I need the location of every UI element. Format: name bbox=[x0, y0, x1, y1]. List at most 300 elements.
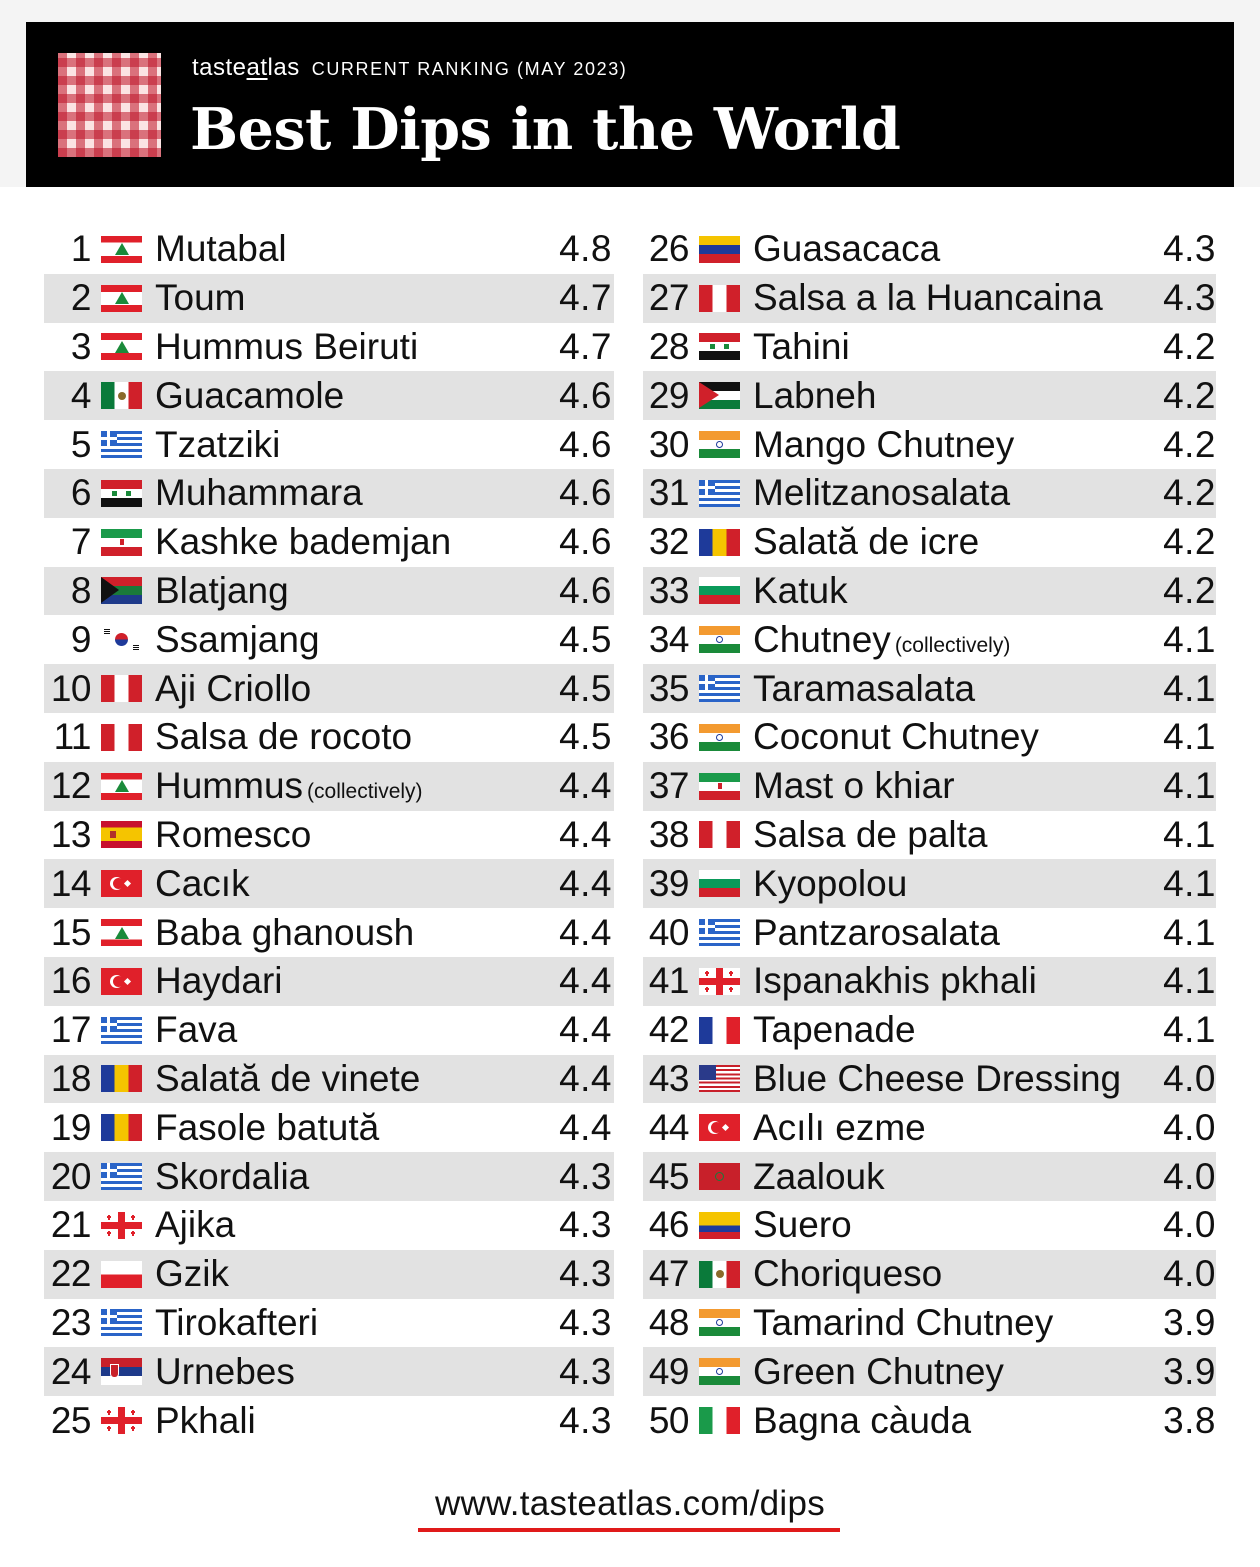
ranking-row[interactable] bbox=[44, 615, 614, 664]
ranking-row[interactable] bbox=[44, 1201, 614, 1250]
dish-name[interactable]: Salsa de rocoto bbox=[155, 716, 413, 758]
rating-score: 4.4 bbox=[559, 960, 612, 1002]
dish-name-cell bbox=[155, 619, 614, 661]
rating-score: 4.3 bbox=[559, 1155, 612, 1197]
rating-score: 4.3 bbox=[559, 1350, 612, 1392]
dish-name-cell bbox=[155, 1351, 614, 1393]
dish-name[interactable]: Fasole batută bbox=[155, 1106, 380, 1148]
tablecloth-logo bbox=[58, 53, 161, 157]
dish-name[interactable]: Kyopolou bbox=[753, 862, 908, 904]
rank-number: 12 bbox=[50, 765, 91, 807]
dish-name[interactable]: Urnebes bbox=[155, 1350, 295, 1392]
lebanon-flag bbox=[101, 919, 142, 946]
rating-score: 4.7 bbox=[559, 325, 612, 367]
dish-name[interactable]: Green Chutney bbox=[753, 1350, 1004, 1392]
dish-name-cell bbox=[155, 1204, 614, 1246]
dish-name[interactable]: Pantzarosalata bbox=[753, 911, 1000, 953]
greece-flag bbox=[699, 919, 740, 946]
dish-name[interactable]: Mango Chutney bbox=[753, 423, 1015, 465]
ranking-subtitle: CURRENT RANKING (MAY 2023) bbox=[311, 59, 628, 79]
rating-score: 4.3 bbox=[1163, 277, 1216, 319]
dish-name[interactable]: Blue Cheese Dressing bbox=[753, 1057, 1122, 1099]
south-africa-flag bbox=[101, 577, 142, 604]
dish-name[interactable]: Haydari bbox=[155, 960, 283, 1002]
rating-score: 4.3 bbox=[559, 1253, 612, 1295]
dish-name-cell bbox=[753, 765, 1216, 807]
jordan-flag bbox=[699, 382, 740, 409]
rating-score: 4.4 bbox=[559, 813, 612, 855]
ranking-row[interactable] bbox=[44, 323, 614, 372]
georgia-flag bbox=[101, 1212, 142, 1239]
dish-name-cell bbox=[753, 326, 1216, 368]
ranking-row[interactable] bbox=[44, 567, 614, 616]
greece-flag bbox=[101, 431, 142, 458]
rank-number: 14 bbox=[50, 862, 91, 904]
rank-number: 33 bbox=[648, 569, 689, 611]
dish-name[interactable]: Tapenade bbox=[753, 1009, 916, 1051]
ranking-row[interactable] bbox=[643, 518, 1216, 567]
dish-name-cell bbox=[753, 716, 1216, 758]
dish-name[interactable]: Tamarind Chutney bbox=[753, 1301, 1054, 1343]
dish-name-cell bbox=[155, 1107, 614, 1149]
dish-name-cell bbox=[155, 570, 614, 612]
rating-score: 4.2 bbox=[1163, 325, 1216, 367]
rank-number: 34 bbox=[648, 618, 689, 660]
ranking-row[interactable] bbox=[643, 713, 1216, 762]
tasteatlas-logo[interactable]: tasteatlas bbox=[192, 54, 300, 81]
dish-name-cell bbox=[753, 1204, 1216, 1246]
ranking-row[interactable] bbox=[643, 1201, 1216, 1250]
rank-number: 4 bbox=[70, 374, 91, 416]
dish-name-cell bbox=[155, 277, 614, 319]
peru-flag bbox=[699, 821, 740, 848]
rating-score: 4.1 bbox=[1163, 911, 1216, 953]
venezuela-flag bbox=[699, 236, 740, 263]
dish-name-cell bbox=[155, 375, 614, 417]
brand-line bbox=[192, 54, 627, 84]
rank-number: 18 bbox=[50, 1057, 91, 1099]
dish-name-cell bbox=[753, 228, 1216, 270]
dish-note: (collectively) bbox=[307, 780, 423, 804]
rating-score: 4.1 bbox=[1163, 667, 1216, 709]
rank-number: 10 bbox=[50, 667, 91, 709]
greece-flag bbox=[699, 480, 740, 507]
ranking-row[interactable] bbox=[643, 1396, 1216, 1445]
dish-name-cell bbox=[753, 1302, 1216, 1344]
ranking-row[interactable] bbox=[643, 1299, 1216, 1348]
dish-name-cell bbox=[155, 1302, 614, 1344]
dish-name[interactable]: Acılı ezme bbox=[753, 1106, 926, 1148]
rank-number: 13 bbox=[50, 813, 91, 855]
rank-number: 38 bbox=[648, 813, 689, 855]
ranking-row[interactable] bbox=[643, 323, 1216, 372]
rating-score: 4.1 bbox=[1163, 862, 1216, 904]
rank-number: 11 bbox=[53, 716, 91, 758]
ranking-row[interactable] bbox=[643, 1006, 1216, 1055]
ranking-row[interactable] bbox=[44, 811, 614, 860]
morocco-flag bbox=[699, 1163, 740, 1190]
dish-name[interactable]: Choriqueso bbox=[753, 1253, 943, 1295]
dish-name-cell bbox=[155, 521, 614, 563]
romania-flag bbox=[699, 529, 740, 556]
dish-name[interactable]: Salsa de palta bbox=[753, 813, 988, 855]
dish-name[interactable]: Guasacaca bbox=[753, 228, 941, 270]
dish-name-cell bbox=[753, 814, 1216, 856]
rating-score: 4.4 bbox=[559, 1057, 612, 1099]
ranking-row[interactable] bbox=[44, 859, 614, 908]
india-flag bbox=[699, 1309, 740, 1336]
rating-score: 4.0 bbox=[1163, 1057, 1216, 1099]
dish-name[interactable]: Tzatziki bbox=[155, 423, 281, 465]
dish-name[interactable]: Melitzanosalata bbox=[753, 472, 1011, 514]
dish-name[interactable]: Tirokafteri bbox=[155, 1301, 319, 1343]
rank-number: 41 bbox=[648, 960, 689, 1002]
dish-name-cell bbox=[155, 1009, 614, 1051]
ranking-row[interactable] bbox=[44, 420, 614, 469]
rating-score: 4.0 bbox=[1163, 1253, 1216, 1295]
ranking-row[interactable] bbox=[643, 469, 1216, 518]
rank-number: 5 bbox=[70, 423, 91, 465]
dish-name[interactable]: Mutabal bbox=[155, 228, 287, 270]
rating-score: 4.3 bbox=[559, 1399, 612, 1441]
rating-score: 4.0 bbox=[1163, 1155, 1216, 1197]
ranking-row[interactable] bbox=[44, 1103, 614, 1152]
dish-name[interactable]: Gzik bbox=[155, 1253, 229, 1295]
rating-score: 4.5 bbox=[559, 716, 612, 758]
ranking-row[interactable] bbox=[643, 274, 1216, 323]
dish-name-cell bbox=[155, 765, 614, 807]
dish-name-cell bbox=[753, 1253, 1216, 1295]
ranking-row[interactable] bbox=[44, 274, 614, 323]
rating-score: 4.1 bbox=[1163, 813, 1216, 855]
rating-score: 4.4 bbox=[559, 1106, 612, 1148]
lebanon-flag bbox=[101, 236, 142, 263]
rating-score: 4.4 bbox=[559, 1009, 612, 1051]
dish-name[interactable]: Cacık bbox=[155, 862, 250, 904]
rank-number: 39 bbox=[648, 862, 689, 904]
ranking-row[interactable] bbox=[44, 713, 614, 762]
rank-number: 17 bbox=[50, 1009, 91, 1051]
ranking-row[interactable] bbox=[44, 1006, 614, 1055]
dish-name[interactable]: Salsa a la Huancaina bbox=[753, 277, 1103, 319]
ranking-row[interactable] bbox=[44, 1055, 614, 1104]
ranking-row[interactable] bbox=[643, 1152, 1216, 1201]
rank-number: 36 bbox=[648, 716, 689, 758]
dish-name-cell bbox=[753, 521, 1216, 563]
ranking-row[interactable] bbox=[44, 469, 614, 518]
greece-flag bbox=[101, 1309, 142, 1336]
ranking-row[interactable] bbox=[643, 1103, 1216, 1152]
dish-name-cell bbox=[753, 1400, 1216, 1442]
peru-flag bbox=[101, 675, 142, 702]
peru-flag bbox=[699, 285, 740, 312]
georgia-flag bbox=[101, 1407, 142, 1434]
bulgaria-flag bbox=[699, 870, 740, 897]
ranking-row[interactable] bbox=[44, 908, 614, 957]
dish-name-cell bbox=[155, 912, 614, 954]
dish-name-cell bbox=[753, 912, 1216, 954]
iran-flag bbox=[101, 529, 142, 556]
south-korea-flag bbox=[101, 626, 142, 653]
ranking-row[interactable] bbox=[643, 615, 1216, 664]
dish-name-cell bbox=[753, 619, 1216, 661]
india-flag bbox=[699, 1358, 740, 1385]
rating-score: 4.6 bbox=[559, 569, 612, 611]
header-banner bbox=[26, 22, 1234, 187]
dish-name-cell bbox=[155, 326, 614, 368]
rating-score: 4.1 bbox=[1163, 765, 1216, 807]
turkey-flag bbox=[101, 870, 142, 897]
india-flag bbox=[699, 431, 740, 458]
peru-flag bbox=[101, 724, 142, 751]
dish-name-cell bbox=[753, 472, 1216, 514]
dish-name-cell bbox=[155, 1400, 614, 1442]
rank-number: 35 bbox=[648, 667, 689, 709]
dish-name-cell bbox=[753, 668, 1216, 710]
rating-score: 3.9 bbox=[1163, 1301, 1216, 1343]
dish-name[interactable]: Blatjang bbox=[155, 569, 289, 611]
dish-name-cell bbox=[155, 1156, 614, 1198]
ranking-row[interactable] bbox=[44, 1299, 614, 1348]
dish-name-cell bbox=[753, 1058, 1216, 1100]
rank-number: 48 bbox=[648, 1301, 689, 1343]
dish-name-cell bbox=[155, 424, 614, 466]
rank-number: 29 bbox=[648, 374, 689, 416]
ranking-row[interactable] bbox=[44, 1152, 614, 1201]
rating-score: 3.8 bbox=[1163, 1399, 1216, 1441]
rank-number: 19 bbox=[50, 1106, 91, 1148]
rank-number: 28 bbox=[648, 325, 689, 367]
ranking-row[interactable] bbox=[643, 664, 1216, 713]
rank-number: 15 bbox=[50, 911, 91, 953]
ranking-row[interactable] bbox=[643, 1347, 1216, 1396]
rank-number: 27 bbox=[648, 277, 689, 319]
turkey-flag bbox=[101, 968, 142, 995]
dish-name-cell bbox=[753, 960, 1216, 1002]
rating-score: 4.2 bbox=[1163, 521, 1216, 563]
rating-score: 4.2 bbox=[1163, 423, 1216, 465]
lebanon-flag bbox=[101, 285, 142, 312]
dish-name-cell bbox=[155, 960, 614, 1002]
ranking-row[interactable] bbox=[643, 1055, 1216, 1104]
ranking-row[interactable] bbox=[44, 1396, 614, 1445]
dish-name[interactable]: Pkhali bbox=[155, 1399, 256, 1441]
dish-name[interactable]: Katuk bbox=[753, 569, 848, 611]
dish-name-cell bbox=[753, 277, 1216, 319]
rating-score: 4.1 bbox=[1163, 716, 1216, 758]
india-flag bbox=[699, 626, 740, 653]
dish-name-cell bbox=[155, 1253, 614, 1295]
rating-score: 4.6 bbox=[559, 374, 612, 416]
ranking-row[interactable] bbox=[44, 664, 614, 713]
rank-number: 40 bbox=[648, 911, 689, 953]
dish-name[interactable]: Fava bbox=[155, 1009, 238, 1051]
rank-number: 50 bbox=[648, 1399, 689, 1441]
rating-score: 4.2 bbox=[1163, 569, 1216, 611]
dish-name[interactable]: Muhammara bbox=[155, 472, 363, 514]
rank-number: 37 bbox=[648, 765, 689, 807]
dish-name-cell bbox=[753, 1009, 1216, 1051]
rank-number: 47 bbox=[648, 1253, 689, 1295]
mexico-flag bbox=[699, 1261, 740, 1288]
rank-number: 45 bbox=[648, 1155, 689, 1197]
dish-name-cell bbox=[753, 375, 1216, 417]
ranking-row[interactable] bbox=[44, 762, 614, 811]
ranking-row[interactable] bbox=[643, 859, 1216, 908]
rank-number: 32 bbox=[648, 521, 689, 563]
rating-score: 4.1 bbox=[1163, 960, 1216, 1002]
footer-url-link[interactable]: www.tasteatlas.com/dips bbox=[434, 1484, 826, 1523]
dish-name[interactable]: Salată de vinete bbox=[155, 1057, 421, 1099]
ranking-row[interactable] bbox=[643, 811, 1216, 860]
rank-number: 21 bbox=[50, 1204, 91, 1246]
dish-name[interactable]: Suero bbox=[753, 1204, 852, 1246]
dish-note: (collectively) bbox=[894, 633, 1011, 657]
dish-name[interactable]: Romesco bbox=[155, 813, 312, 855]
ranking-row[interactable] bbox=[643, 908, 1216, 957]
dish-name[interactable]: Zaalouk bbox=[753, 1155, 885, 1197]
rank-number: 8 bbox=[70, 569, 91, 611]
dish-name[interactable]: Labneh bbox=[753, 374, 877, 416]
footer-underline bbox=[418, 1528, 840, 1532]
page-title: Best Dips in the World bbox=[190, 96, 901, 163]
dish-name-cell bbox=[155, 814, 614, 856]
dish-name[interactable]: Bagna càuda bbox=[753, 1399, 972, 1441]
rating-score: 4.8 bbox=[559, 228, 612, 270]
rating-score: 4.2 bbox=[1163, 472, 1216, 514]
rating-score: 4.4 bbox=[559, 765, 612, 807]
rating-score: 4.5 bbox=[559, 667, 612, 709]
dish-name-cell bbox=[753, 1156, 1216, 1198]
ranking-column-right bbox=[643, 225, 1216, 1445]
rank-number: 46 bbox=[648, 1204, 689, 1246]
rating-score: 4.1 bbox=[1163, 1009, 1216, 1051]
greece-flag bbox=[101, 1017, 142, 1044]
ranking-row[interactable] bbox=[44, 957, 614, 1006]
rank-number: 42 bbox=[648, 1009, 689, 1051]
dish-name[interactable]: Skordalia bbox=[155, 1155, 310, 1197]
rank-number: 9 bbox=[70, 618, 91, 660]
rank-number: 6 bbox=[70, 472, 91, 514]
ranking-row[interactable] bbox=[643, 1250, 1216, 1299]
ranking-row[interactable] bbox=[44, 1347, 614, 1396]
dish-name[interactable]: Aji Criollo bbox=[155, 667, 312, 709]
rating-score: 4.1 bbox=[1163, 618, 1216, 660]
ranking-row[interactable] bbox=[643, 420, 1216, 469]
rank-number: 16 bbox=[50, 960, 91, 1002]
rating-score: 4.7 bbox=[559, 277, 612, 319]
rating-score: 4.6 bbox=[559, 521, 612, 563]
rank-number: 7 bbox=[70, 521, 91, 563]
greece-flag bbox=[101, 1163, 142, 1190]
ranking-row[interactable] bbox=[643, 567, 1216, 616]
dish-name[interactable]: Chutney bbox=[753, 618, 891, 660]
rating-score: 4.0 bbox=[1163, 1204, 1216, 1246]
ranking-row[interactable] bbox=[44, 518, 614, 567]
dish-name-cell bbox=[753, 1107, 1216, 1149]
dish-name[interactable]: Kashke bademjan bbox=[155, 521, 452, 563]
dish-name[interactable]: Tahini bbox=[753, 325, 850, 367]
dish-name-cell bbox=[753, 863, 1216, 905]
dish-name[interactable]: Ssamjang bbox=[155, 618, 320, 660]
lebanon-flag bbox=[101, 773, 142, 800]
rank-number: 44 bbox=[648, 1106, 689, 1148]
rank-number: 20 bbox=[50, 1155, 91, 1197]
rank-number: 43 bbox=[648, 1057, 689, 1099]
usa-flag bbox=[699, 1065, 740, 1092]
poland-flag bbox=[101, 1261, 142, 1288]
ranking-row[interactable] bbox=[643, 762, 1216, 811]
rating-score: 4.0 bbox=[1163, 1106, 1216, 1148]
rank-number: 30 bbox=[648, 423, 689, 465]
iran-flag bbox=[699, 773, 740, 800]
dish-name[interactable]: Coconut Chutney bbox=[753, 716, 1039, 758]
dish-name[interactable]: Ajika bbox=[155, 1204, 236, 1246]
rank-number: 22 bbox=[50, 1253, 91, 1295]
rank-number: 23 bbox=[50, 1301, 91, 1343]
dish-name[interactable]: Toum bbox=[155, 277, 246, 319]
syria-flag bbox=[101, 480, 142, 507]
dish-name[interactable]: Taramasalata bbox=[753, 667, 976, 709]
rating-score: 4.6 bbox=[559, 423, 612, 465]
dish-name[interactable]: Ispanakhis pkhali bbox=[753, 960, 1037, 1002]
turkey-flag bbox=[699, 1114, 740, 1141]
bulgaria-flag bbox=[699, 577, 740, 604]
dish-name-cell bbox=[155, 863, 614, 905]
georgia-flag bbox=[699, 968, 740, 995]
ranking-row[interactable] bbox=[643, 225, 1216, 274]
france-flag bbox=[699, 1017, 740, 1044]
romania-flag bbox=[101, 1114, 142, 1141]
ranking-row[interactable] bbox=[643, 371, 1216, 420]
ranking-row[interactable] bbox=[643, 957, 1216, 1006]
rank-number: 25 bbox=[50, 1399, 91, 1441]
dish-name[interactable]: Mast o khiar bbox=[753, 765, 955, 807]
rank-number: 49 bbox=[648, 1350, 689, 1392]
dish-name-cell bbox=[155, 668, 614, 710]
dish-name[interactable]: Guacamole bbox=[155, 374, 345, 416]
dish-name-cell bbox=[155, 716, 614, 758]
dish-name-cell bbox=[753, 570, 1216, 612]
dish-name[interactable]: Salată de icre bbox=[753, 521, 980, 563]
rating-score: 4.3 bbox=[1163, 228, 1216, 270]
romania-flag bbox=[101, 1065, 142, 1092]
rating-score: 4.3 bbox=[559, 1204, 612, 1246]
india-flag bbox=[699, 724, 740, 751]
dish-name-cell bbox=[753, 1351, 1216, 1393]
rating-score: 4.4 bbox=[559, 862, 612, 904]
colombia-flag bbox=[699, 1212, 740, 1239]
ranking-row[interactable] bbox=[44, 1250, 614, 1299]
rating-score: 3.9 bbox=[1163, 1350, 1216, 1392]
rank-number: 3 bbox=[70, 325, 91, 367]
ranking-column-left bbox=[44, 225, 614, 1445]
dish-name-cell bbox=[155, 1058, 614, 1100]
rating-score: 4.5 bbox=[559, 618, 612, 660]
rank-number: 24 bbox=[50, 1350, 91, 1392]
dish-name-cell bbox=[753, 424, 1216, 466]
greece-flag bbox=[699, 675, 740, 702]
rating-score: 4.2 bbox=[1163, 374, 1216, 416]
dish-name[interactable]: Baba ghanoush bbox=[155, 911, 415, 953]
rank-number: 1 bbox=[70, 228, 91, 270]
rank-number: 31 bbox=[648, 472, 689, 514]
dish-name[interactable]: Hummus Beiruti bbox=[155, 325, 419, 367]
ranking-row[interactable] bbox=[44, 225, 614, 274]
dish-name[interactable]: Hummus bbox=[155, 765, 304, 807]
ranking-row[interactable] bbox=[44, 371, 614, 420]
rating-score: 4.3 bbox=[559, 1301, 612, 1343]
